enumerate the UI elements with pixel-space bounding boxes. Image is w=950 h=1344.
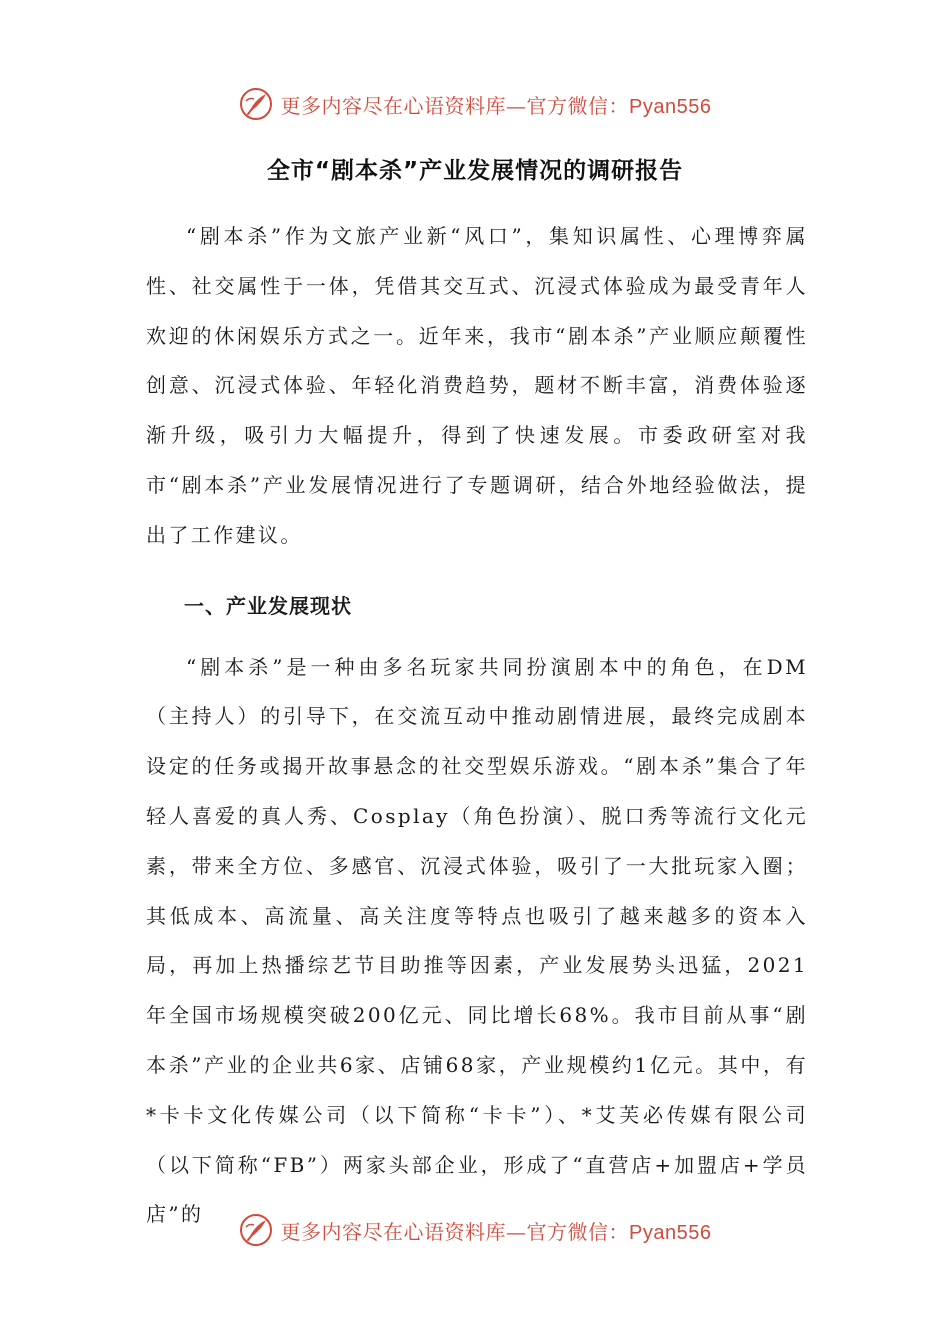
watermark-text: 更多内容尽在心语资料库—官方微信：Pyan556	[280, 93, 712, 118]
section-1-paragraph: “剧本杀”是一种由多名玩家共同扮演剧本中的角色，在DM（主持人）的引导下，在交流互动中推动剧情进展，最终完成剧本设定的任务或揭开故事悬念的社交型娱乐游戏。“剧本杀”集合了年轻人喜爱的真人秀、Cosplay（角色扮演）、脱口秀等流行文化元素，带来全方位、多感官、沉浸式体验，吸引了一大批玩家入圈；其低成本、高流量、高关注度等特点也吸引了越来越多的资本入局，再加上热播综艺节目助推等因素，产业发展势头迅猛，2021年全国市场规模突破200亿元、同比增长68%。我市目前从事“剧本杀”产业的企业共6家、店铺68家，产业规模约1亿元。其中，有*卡卡文化传媒公司（以下简称“卡卡”）、*艾芙必传媒有限公司（以下简称“FB”）两家头部企业，形成了“直营店+加盟店+学员店”的	[146, 654, 808, 1227]
document-title: 全市“剧本杀”产业发展情况的调研报告	[266, 158, 684, 184]
header-watermark	[0, 84, 950, 124]
watermark-wechat-id: Pyan556	[629, 1221, 712, 1244]
intro-paragraph: “剧本杀”作为文旅产业新“风口”，集知识属性、心理博弈属性、社交属性于一体，凭借其交互式、沉浸式体验成为最受青年人欢迎的休闲娱乐方式之一。近年来，我市“剧本杀”产业顺应颠覆性创意、沉浸式体验、年轻化消费趋势，题材不断丰富，消费体验逐渐升级，吸引力大幅提升，得到了快速发展。市委政研室对我市“剧本杀”产业发展情况进行了专题调研，结合外地经验做法，提出了工作建议。	[146, 224, 808, 547]
quill-pen-logo-icon	[239, 87, 273, 121]
watermark-wechat-id: Pyan556	[629, 95, 712, 118]
footer-watermark	[0, 1210, 950, 1250]
quill-pen-logo-icon	[239, 1213, 273, 1247]
watermark-text: 更多内容尽在心语资料库—官方微信：Pyan556	[280, 1219, 712, 1244]
section-heading-1: 一、产业发展现状	[184, 593, 352, 618]
document-body	[146, 212, 808, 1240]
